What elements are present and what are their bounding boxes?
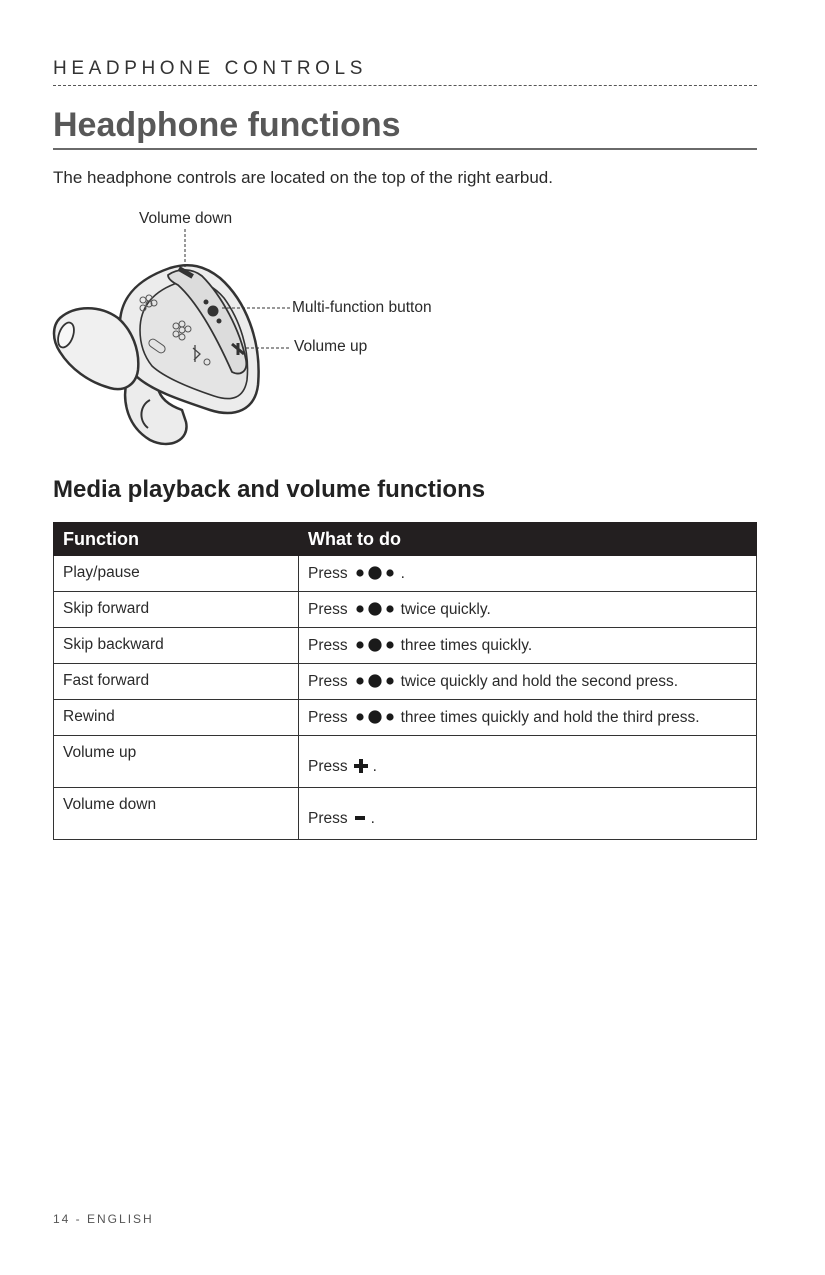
press-text: Press: [308, 672, 348, 690]
dashed-divider: [53, 85, 757, 86]
action-cell: [299, 736, 757, 788]
page-title: Headphone functions: [53, 106, 401, 144]
table-row: [54, 664, 757, 700]
function-cell: Rewind: [54, 700, 299, 736]
action-text: twice quickly.: [400, 600, 491, 618]
table-row: [54, 736, 757, 788]
action-text: twice quickly and hold the second press.: [400, 672, 679, 690]
function-cell: Volume up: [54, 736, 299, 788]
press-text: Press: [308, 757, 348, 775]
section-label: HEADPHONE CONTROLS: [53, 58, 368, 79]
action-cell: [299, 628, 757, 664]
callout-multi-function-button: Multi-function button: [292, 299, 432, 316]
press-text: Press: [308, 600, 348, 618]
press-text: Press: [308, 564, 348, 582]
action-cell: [299, 700, 757, 736]
press-text: Press: [308, 708, 348, 726]
multi-function-button-icon: [356, 566, 394, 580]
function-cell: Skip backward: [54, 628, 299, 664]
media-functions-table: [53, 522, 757, 840]
function-cell: Skip forward: [54, 592, 299, 628]
action-text: .: [400, 564, 405, 582]
page-footer: 14 - ENGLISH: [53, 1212, 154, 1226]
table-row: [54, 628, 757, 664]
column-header-function: Function: [54, 523, 299, 556]
intro-text: The headphone controls are located on the top of the right earbud.: [53, 168, 553, 187]
media-section-title: Media playback and volume functions: [53, 476, 486, 503]
action-cell: [299, 556, 757, 592]
action-cell: [299, 592, 757, 628]
action-text: .: [372, 757, 377, 775]
action-cell: [299, 788, 757, 840]
plus-icon: [354, 759, 368, 773]
earbud-illustration: [0, 200, 460, 450]
multi-function-button-icon: [356, 674, 394, 688]
function-cell: Fast forward: [54, 664, 299, 700]
action-cell: [299, 664, 757, 700]
press-text: Press: [308, 636, 348, 654]
minus-icon: [354, 811, 366, 825]
multi-function-button-icon: [356, 710, 394, 724]
multi-function-button-icon: [356, 638, 394, 652]
column-header-what-to-do: What to do: [299, 523, 757, 556]
callout-volume-up: Volume up: [294, 338, 368, 355]
function-cell: Volume down: [54, 788, 299, 840]
action-text: .: [370, 809, 375, 827]
table-header-row: [54, 523, 757, 556]
table-row: [54, 592, 757, 628]
action-text: three times quickly and hold the third press.: [400, 708, 700, 726]
table-row: [54, 788, 757, 840]
action-text: three times quickly.: [400, 636, 533, 654]
title-divider: [53, 148, 757, 150]
callout-volume-down: Volume down: [139, 210, 233, 227]
table-row: [54, 700, 757, 736]
table-row: [54, 556, 757, 592]
function-cell: Play/pause: [54, 556, 299, 592]
multi-function-button-icon: [356, 602, 394, 616]
press-text: Press: [308, 809, 348, 827]
